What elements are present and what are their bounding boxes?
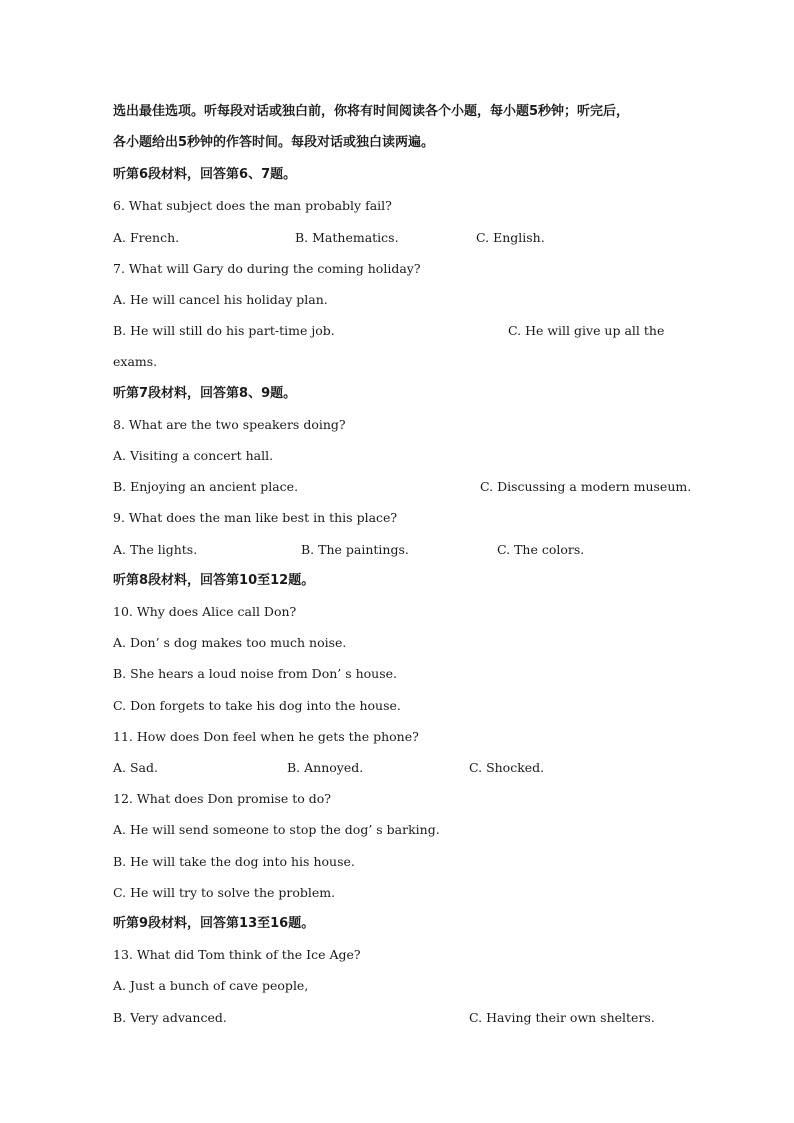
question-8-option-b: B. Enjoying an ancient place. <box>113 479 299 494</box>
intro-line-2: 各小题给出5秒钟的作答时间。每段对话或独白读两遍。 <box>113 135 435 150</box>
question-8-stem: 8. What are the two speakers doing? <box>113 417 346 432</box>
question-8-option-a: A. Visiting a concert hall. <box>113 448 274 463</box>
question-12-option-a: A. He will send someone to stop the dog’ s barking. <box>113 822 440 837</box>
section-heading-7: 听第7段材料，回答第8、9题。 <box>113 386 297 401</box>
question-13-stem: 13. What did Tom think of the Ice Age? <box>113 947 361 962</box>
question-9-option-b: B. The paintings. <box>301 542 409 557</box>
intro-line-1: 选出最佳选项。听每段对话或独白前，你将有时间阅读各个小题，每小题5秒钟；听完后， <box>113 104 630 119</box>
question-6-option-b: B. Mathematics. <box>295 230 399 245</box>
question-9-stem: 9. What does the man like best in this place? <box>113 510 398 525</box>
question-7-option-c-continued: exams. <box>113 354 158 369</box>
question-7-option-b: B. He will still do his part-time job. <box>113 323 335 338</box>
question-6-option-a: A. French. <box>113 230 180 245</box>
question-9-option-c: C. The colors. <box>497 542 585 557</box>
question-11-option-a: A. Sad. <box>113 760 158 775</box>
section-heading-9: 听第9段材料，回答第13至16题。 <box>113 916 315 931</box>
question-7-option-c: C. He will give up all the <box>508 323 665 338</box>
section-heading-8: 听第8段材料，回答第10至12题。 <box>113 573 315 588</box>
question-7-option-a: A. He will cancel his holiday plan. <box>113 292 328 307</box>
question-10-option-a: A. Don’ s dog makes too much noise. <box>113 635 347 650</box>
question-8-option-c: C. Discussing a modern museum. <box>480 479 692 494</box>
question-12-stem: 12. What does Don promise to do? <box>113 791 331 806</box>
question-6-stem: 6. What subject does the man probably fail? <box>113 198 392 213</box>
question-12-option-b: B. He will take the dog into his house. <box>113 854 355 869</box>
question-7-stem: 7. What will Gary do during the coming holiday? <box>113 261 421 276</box>
question-13-option-b: B. Very advanced. <box>113 1010 227 1025</box>
question-13-option-a: A. Just a bunch of cave people, <box>113 978 309 993</box>
section-heading-6: 听第6段材料，回答第6、7题。 <box>113 167 297 182</box>
question-11-option-b: B. Annoyed. <box>287 760 364 775</box>
question-9-option-a: A. The lights. <box>113 542 198 557</box>
question-10-option-c: C. Don forgets to take his dog into the house. <box>113 698 401 713</box>
question-11-stem: 11. How does Don feel when he gets the phone? <box>113 729 419 744</box>
question-11-option-c: C. Shocked. <box>469 760 545 775</box>
question-6-option-c: C. English. <box>476 230 545 245</box>
question-10-option-b: B. She hears a loud noise from Don’ s house. <box>113 666 398 681</box>
question-13-option-c: C. Having their own shelters. <box>469 1010 655 1025</box>
question-10-stem: 10. Why does Alice call Don? <box>113 604 297 619</box>
question-12-option-c: C. He will try to solve the problem. <box>113 885 336 900</box>
